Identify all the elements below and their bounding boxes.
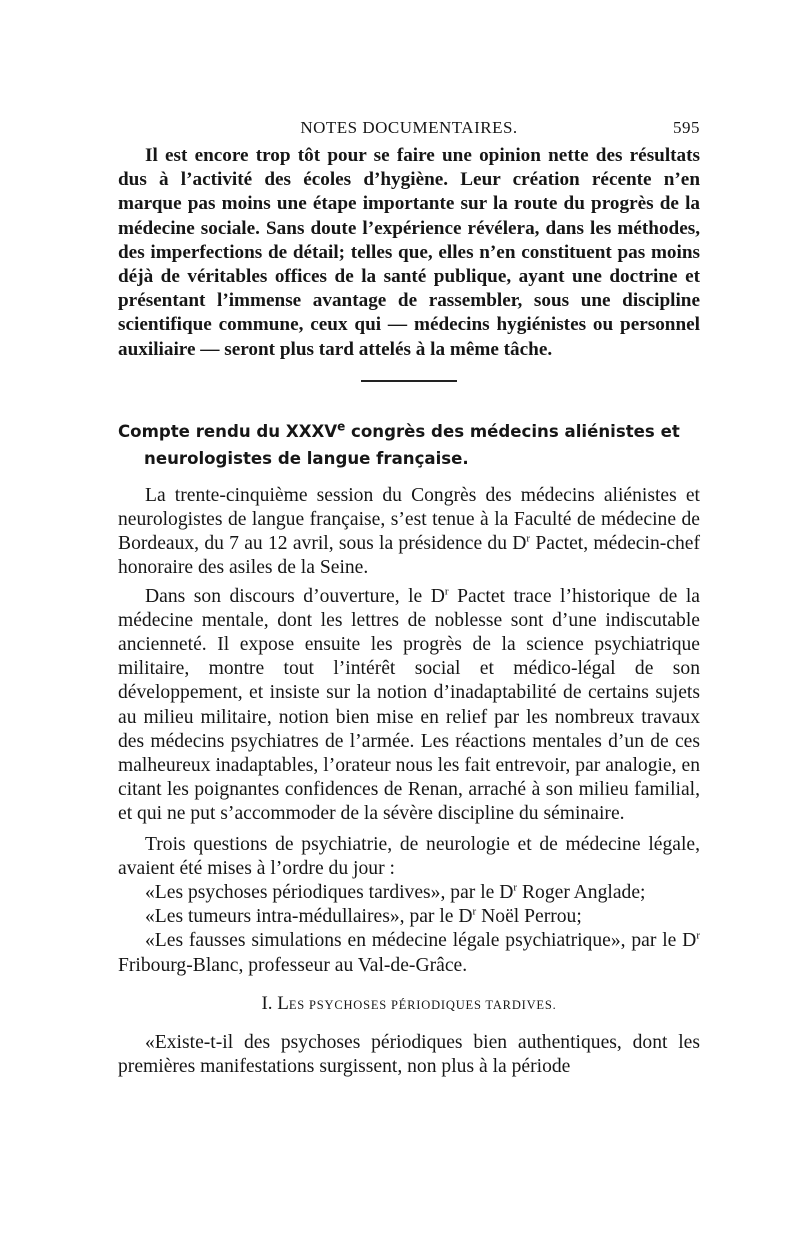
subsection-heading xyxy=(118,992,700,1017)
question-item-3 xyxy=(118,929,700,977)
doctor-abbrev-sup: r xyxy=(444,585,449,598)
paragraph-session xyxy=(118,484,700,581)
question-1-author: Roger Anglade; xyxy=(517,882,646,904)
page xyxy=(118,116,700,1079)
paragraph-periodic-psychoses: «Existe-t-il des psychoses périodiques bien authentiques, dont les premières manifestations surgissent, non plus à la période xyxy=(118,1031,700,1078)
section-heading xyxy=(118,418,700,472)
running-head-title: NOTES DOCUMENTAIRES. xyxy=(300,118,518,137)
heading-exponent: e xyxy=(337,419,346,434)
heading-text-after: congrès des médecins aliénistes et neurologistes de langue française. xyxy=(144,421,680,468)
paragraph-opening-speech xyxy=(118,585,700,827)
subsection-title: ES PSYCHOSES PÉRIODIQUES TARDIVES. xyxy=(288,997,557,1012)
doctor-abbrev-sup: r xyxy=(526,532,531,545)
question-item-1 xyxy=(118,881,700,905)
question-3-author: Fribourg-Blanc, professeur au Val-de-Grâce. xyxy=(118,954,468,976)
paragraph-opening-text-end: Pactet trace l’historique de la médecine mentale, dont les lettres de noblesse sont d’une indiscutable ancienneté. Il expose ensuite les progrès de la science psychiatrique militaire, montre tout l’intérêt social et médico-légal de son développement, et insiste sur la notion d’inadaptabilité de certains sujets au milieu militaire, notion bien mise en relief par les nombreux travaux des médecins psychiatres de l’armée. Les réactions mentales d’un de ces malheureux inadaptables, l’orateur nous les fait entrevoir, par analogie, en citant les poignantes confidences de Renan, arraché à son milieu familial, et qui ne put s’accommoder de la sévère discipline du séminaire. xyxy=(118,585,700,825)
question-2-author: Noël Perrou; xyxy=(476,906,582,928)
question-2-text: «Les tumeurs intra-médullaires», par le D xyxy=(145,906,473,928)
paragraph-questions-intro: Trois questions de psychiatrie, de neurologie et de médecine légale, avaient été mises à l’ordre du jour : xyxy=(118,833,700,879)
doctor-abbrev-sup: r xyxy=(513,881,518,894)
paragraph-opening-text: Dans son discours d’ouverture, le D xyxy=(145,585,445,607)
subsection-numeral: I. L xyxy=(261,992,289,1014)
question-item-2 xyxy=(118,905,700,929)
paragraph-session-text-end: Pactet, médecin-chef honoraire des asiles de la Seine. xyxy=(118,533,700,579)
paragraph-session-text: La trente-cinquième session du Congrès des médecins aliénistes et neurologistes de langue française, s’est tenue à la Faculté de médecine de Bordeaux, du 7 au 12 avril, sous la présidence du D xyxy=(118,484,700,555)
doctor-abbrev-sup: r xyxy=(696,929,700,942)
question-3-text: «Les fausses simulations en médecine légale psychiatrique», par le D xyxy=(145,930,697,952)
section-divider xyxy=(361,380,457,382)
question-1-text: «Les psychoses périodiques tardives», par le D xyxy=(145,882,514,904)
running-head xyxy=(118,116,700,144)
intro-paragraph: Il est encore trop tôt pour se faire une opinion nette des résultats dus à l’activité des écoles d’hygiène. Leur création récente n’en marque pas moins une étape importante sur la route du progrès de la médecine sociale. Sans doute l’expérience révélera, dans les méthodes, des imperfections de détail; telles que, elles n’en constituent pas moins déjà de véritables offices de la santé publique, ayant une doctrine et présentant l’immense avantage de rassembler, sous une discipline scientifique commune, ceux qui — médecins hygiénistes ou personnel auxiliaire — seront plus tard attelés à la même tâche. xyxy=(118,145,700,360)
heading-text-before: Compte rendu du XXXV xyxy=(118,421,338,441)
doctor-abbrev-sup: r xyxy=(472,905,477,918)
page-number: 595 xyxy=(673,118,700,137)
